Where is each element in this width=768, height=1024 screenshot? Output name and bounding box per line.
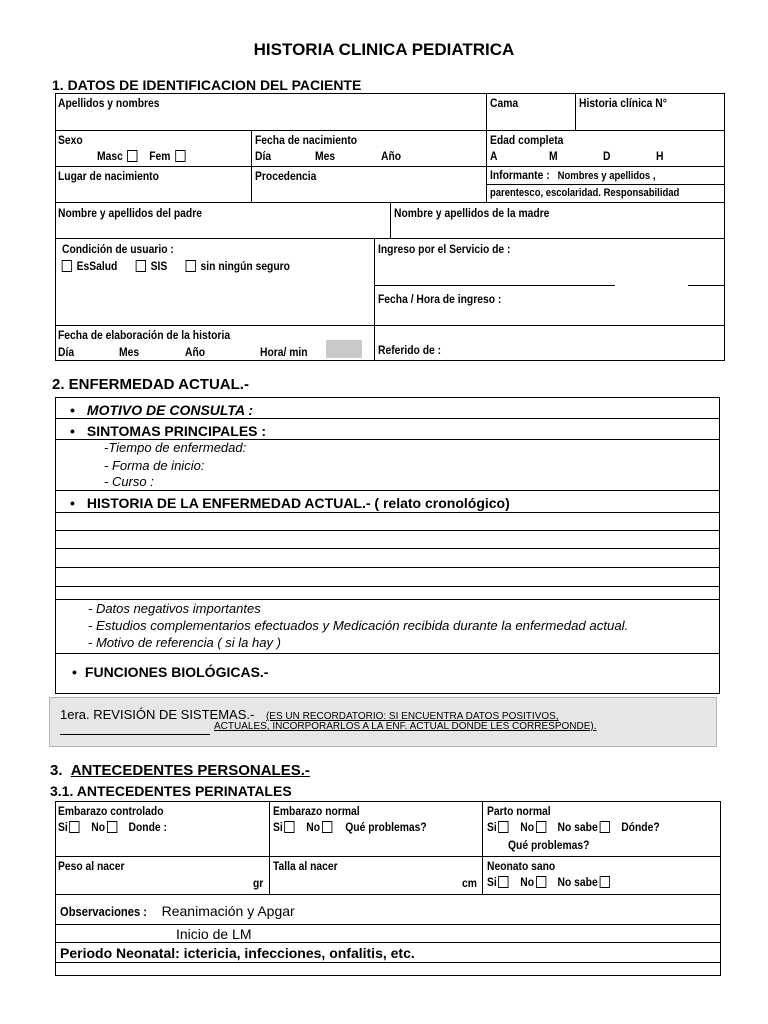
label-gr: gr [253, 876, 264, 890]
label-sis: SIS [150, 259, 168, 273]
label-ingreso-servicio: Ingreso por el Servicio de : [378, 242, 511, 256]
label-sintomas: SINTOMAS PRINCIPALES : [86, 423, 267, 439]
label-padre: Nombre y apellidos del padre [58, 206, 202, 220]
informante [490, 168, 655, 182]
label-hora-min: Hora/ min [260, 345, 308, 359]
no-checkbox-1[interactable] [107, 821, 117, 833]
label-donde-2: Dónde? [621, 820, 660, 834]
label-apellidos: Apellidos y nombres [58, 96, 160, 110]
label-embarazo-controlado: Embarazo controlado [58, 804, 164, 818]
label-neonato-sano: Neonato sano [487, 859, 556, 873]
label-historia-enfermedad: HISTORIA DE LA ENFERMEDAD ACTUAL.- ( relato cronológico) [86, 495, 510, 511]
motivo-consulta: • MOTIVO DE CONSULTA : [70, 402, 254, 418]
label-elab-dia: Día [58, 345, 75, 359]
label-si-2: Si [273, 820, 283, 834]
embarazo-normal-options [273, 820, 427, 834]
label-h: H [656, 149, 664, 163]
label-donde: Donde : [128, 820, 167, 834]
label-referido: Referido de : [378, 343, 442, 357]
label-embarazo-normal: Embarazo normal [273, 804, 360, 818]
label-a: A [490, 149, 498, 163]
no-checkbox-4[interactable] [536, 876, 546, 888]
label-si-1: Si [58, 820, 68, 834]
label-estudios: - Estudios complementarios efectuados y Medicación recibida durante la enfermedad actual. [88, 618, 629, 633]
section-3-1-heading: 3.1. ANTECEDENTES PERINATALES [50, 783, 292, 799]
label-parto-normal: Parto normal [487, 804, 551, 818]
si-checkbox-2[interactable] [284, 821, 294, 833]
label-masc: Masc [97, 149, 123, 163]
no-sabe-checkbox-2[interactable] [599, 876, 609, 888]
label-datos-negativos: - Datos negativos importantes [88, 601, 261, 616]
label-fecha-hora-ingreso: Fecha / Hora de ingreso : [378, 292, 502, 306]
label-no-sabe-2: No sabe [557, 875, 598, 889]
section-3-heading [50, 762, 310, 779]
sex-options [97, 149, 187, 163]
label-sin-seguro: sin ningún seguro [200, 259, 290, 273]
informante-detail: Nombres y apellidos , [557, 170, 656, 182]
label-sexo: Sexo [58, 133, 83, 147]
informante-detail-2: parentesco, escolaridad. Responsabilidad [490, 187, 680, 199]
section-1-heading: 1. DATOS DE IDENTIFICACION DEL PACIENTE [52, 77, 362, 93]
historia-enfermedad: • HISTORIA DE LA ENFERMEDAD ACTUAL.- ( relato cronológico) [70, 495, 510, 511]
label-que-problemas-2: Qué problemas? [508, 838, 590, 852]
label-si-3: Si [487, 820, 497, 834]
essalud-checkbox[interactable] [62, 260, 72, 272]
label-observaciones: Observaciones : [60, 904, 147, 919]
embarazo-controlado-options [58, 820, 167, 834]
label-anio: Año [381, 149, 402, 163]
label-m: M [549, 149, 558, 163]
label-reanimacion-apgar: Reanimación y Apgar [161, 903, 295, 919]
label-motivo-referencia: - Motivo de referencia ( si la hay ) [88, 635, 281, 650]
observaciones [60, 903, 295, 921]
ninguno-checkbox[interactable] [186, 260, 196, 272]
section-2-heading: 2. ENFERMEDAD ACTUAL.- [52, 376, 249, 393]
label-no-sabe-1: No sabe [557, 820, 598, 834]
hora-min-field[interactable] [326, 340, 362, 358]
si-checkbox-4[interactable] [498, 876, 508, 888]
label-no-2: No [306, 820, 321, 834]
label-d: D [603, 149, 611, 163]
label-elab-anio: Año [185, 345, 206, 359]
label-funciones: FUNCIONES BIOLÓGICAS.- [84, 664, 269, 680]
si-checkbox-1[interactable] [69, 821, 79, 833]
label-revision: 1era. REVISIÓN DE SISTEMAS.- [60, 707, 255, 722]
label-elab-mes: Mes [119, 345, 140, 359]
si-checkbox-3[interactable] [498, 821, 508, 833]
revision-note-1: (ES UN RECORDATORIO: SI ENCUENTRA DATOS POSITIVOS, [265, 711, 559, 722]
label-cama: Cama [490, 96, 519, 110]
label-mes: Mes [315, 149, 336, 163]
label-cm: cm [462, 876, 477, 890]
funciones-biologicas: • FUNCIONES BIOLÓGICAS.- [72, 664, 269, 680]
label-fem: Fem [149, 149, 171, 163]
label-tiempo-enfermedad: -Tiempo de enfermedad: [104, 440, 247, 455]
label-procedencia: Procedencia [255, 169, 317, 183]
label-historia-clinica: Historia clínica N° [579, 96, 667, 110]
section-3-title: ANTECEDENTES PERSONALES.- [70, 762, 310, 779]
label-edad-completa: Edad completa [490, 133, 564, 147]
label-condicion-usuario: Condición de usuario : [62, 242, 174, 256]
label-periodo-neonatal: Periodo Neonatal: ictericia, infecciones, onfalitis, etc. [60, 945, 415, 961]
no-checkbox-3[interactable] [536, 821, 546, 833]
label-que-problemas-1: Qué problemas? [345, 820, 427, 834]
masc-checkbox[interactable] [127, 150, 137, 162]
label-fecha-nacimiento: Fecha de nacimiento [255, 133, 358, 147]
label-motivo-consulta: MOTIVO DE CONSULTA : [86, 402, 254, 418]
no-sabe-checkbox-1[interactable] [599, 821, 609, 833]
label-madre: Nombre y apellidos de la madre [394, 206, 550, 220]
label-curso: - Curso : [104, 474, 154, 489]
label-forma-inicio: - Forma de inicio: [104, 458, 205, 473]
section-3-number: 3. [50, 762, 63, 779]
label-no-3: No [520, 820, 535, 834]
sintomas-principales: • SINTOMAS PRINCIPALES : [70, 423, 267, 439]
label-fecha-elaboracion: Fecha de elaboración de la historia [58, 328, 231, 342]
fem-checkbox[interactable] [175, 150, 185, 162]
label-inicio-lm: Inicio de LM [176, 926, 252, 942]
label-informante: Informante : [490, 168, 550, 182]
label-no-1: No [91, 820, 106, 834]
label-peso: Peso al nacer [58, 859, 125, 873]
revision-sistemas [60, 707, 559, 722]
revision-note-2: ACTUALES, INCORPORARLOS A LA ENF. ACTUAL DONDE LES CORRESPONDE). [214, 721, 597, 732]
page-title: HISTORIA CLINICA PEDIATRICA [253, 40, 515, 59]
label-talla: Talla al nacer [273, 859, 338, 873]
label-essalud: EsSalud [76, 259, 118, 273]
parto-normal-options [487, 820, 660, 834]
label-si-4: Si [487, 875, 497, 889]
neonato-options [487, 875, 611, 889]
no-checkbox-2[interactable] [322, 821, 332, 833]
label-lugar-nacimiento: Lugar de nacimiento [58, 169, 159, 183]
insurance-options [60, 259, 290, 273]
sis-checkbox[interactable] [136, 260, 146, 272]
label-no-4: No [520, 875, 535, 889]
label-dia: Día [255, 149, 272, 163]
